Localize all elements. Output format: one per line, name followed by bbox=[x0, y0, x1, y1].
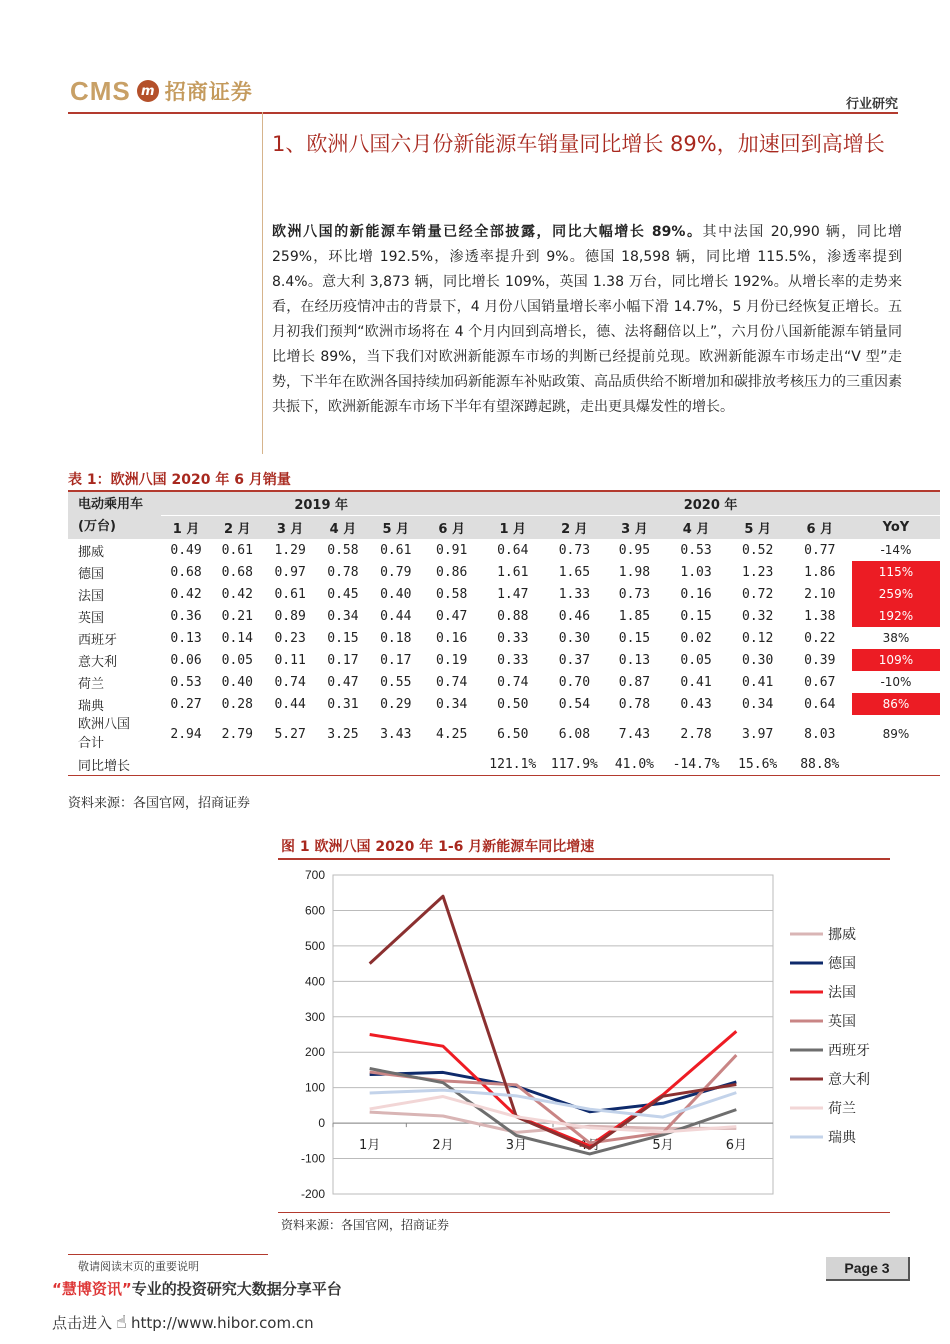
value-2020-cell: 0.33 bbox=[497, 652, 529, 668]
paragraph-lead: 欧洲八国的新能源车销量已经全部披露，同比大幅增长 89%。 bbox=[272, 224, 703, 240]
yoy-cell: 259% bbox=[852, 583, 940, 605]
watermark-line1 bbox=[52, 1278, 342, 1299]
value-2019-cell: 0.42 bbox=[170, 586, 202, 602]
month-2019-1: 1 月 bbox=[161, 516, 211, 540]
month-2020-1: 1 月 bbox=[481, 516, 544, 540]
month-2020-3: 3 月 bbox=[604, 516, 664, 540]
value-2020-cell: 0.78 bbox=[618, 696, 651, 712]
y-tick-label: 700 bbox=[304, 868, 325, 882]
month-2020-6: 6 月 bbox=[788, 516, 852, 540]
value-2020-cell: 0.52 bbox=[742, 542, 774, 558]
value-2019-cell: 0.17 bbox=[380, 652, 412, 668]
value-2020-cell: 0.22 bbox=[804, 630, 836, 646]
figure-source: 资料来源：各国官网，招商证券 bbox=[281, 1218, 450, 1232]
value-2020-cell: 0.02 bbox=[680, 630, 712, 646]
month-2020-5: 5 月 bbox=[728, 516, 788, 540]
total-2020-cell: 2.78 bbox=[680, 726, 712, 742]
growth-cell: 15.6% bbox=[728, 753, 788, 776]
yoy-cell: 115% bbox=[852, 561, 940, 583]
total-2020-cell: 7.43 bbox=[618, 726, 651, 742]
figure-top-rule bbox=[278, 858, 890, 860]
legend-label: 西班牙 bbox=[828, 1043, 870, 1059]
value-2019-cell: 0.40 bbox=[380, 586, 412, 602]
legend-label: 英国 bbox=[828, 1014, 856, 1030]
total-label bbox=[68, 715, 161, 753]
value-2019-cell: 0.15 bbox=[327, 630, 359, 646]
y-tick-label: 0 bbox=[318, 1116, 325, 1131]
month-2019-2: 2 月 bbox=[211, 516, 264, 540]
table-row bbox=[68, 627, 940, 649]
value-2019-cell: 0.34 bbox=[436, 696, 468, 712]
value-2020-cell: 1.03 bbox=[680, 564, 712, 580]
value-2019-cell: 1.29 bbox=[274, 542, 306, 558]
value-2020-cell: 0.30 bbox=[558, 630, 591, 646]
value-2020-cell: 0.15 bbox=[680, 608, 712, 624]
legend-label: 法国 bbox=[828, 985, 856, 1001]
value-2019-cell: 0.47 bbox=[436, 608, 468, 624]
value-2020-cell: 1.38 bbox=[804, 608, 836, 624]
legend-label: 荷兰 bbox=[828, 1101, 856, 1117]
report-category: 行业研究 bbox=[845, 97, 898, 112]
value-2020-cell: 0.43 bbox=[680, 696, 712, 712]
value-2019-cell: 0.68 bbox=[221, 564, 253, 580]
x-tick-label: 2月 bbox=[432, 1138, 454, 1154]
section-title: 1、欧洲八国六月份新能源车销量同比增长 89%，加速回到高增长 bbox=[272, 132, 885, 156]
value-2020-cell: 0.77 bbox=[804, 542, 836, 558]
growth-empty-cell bbox=[161, 753, 211, 776]
value-2019-cell: 0.58 bbox=[327, 542, 359, 558]
growth-cell: 121.1% bbox=[481, 753, 544, 776]
header-divider bbox=[68, 112, 898, 114]
body-paragraph bbox=[272, 220, 902, 420]
sales-table bbox=[68, 490, 940, 776]
sales-table-container bbox=[68, 490, 940, 776]
value-2019-cell: 0.61 bbox=[274, 586, 306, 602]
value-2020-cell: 0.74 bbox=[497, 674, 529, 690]
total-yoy-cell: 89% bbox=[882, 727, 910, 741]
year-2019-header: 2019 年 bbox=[161, 491, 481, 516]
country-cell: 德国 bbox=[78, 566, 105, 582]
margin-divider bbox=[262, 112, 263, 454]
value-2019-cell: 0.13 bbox=[170, 630, 202, 646]
value-2020-cell: 1.47 bbox=[497, 586, 529, 602]
value-2020-cell: 1.98 bbox=[618, 564, 651, 580]
table-row bbox=[68, 539, 940, 561]
value-2020-cell: 0.46 bbox=[558, 608, 591, 624]
value-2019-cell: 0.17 bbox=[327, 652, 359, 668]
value-2020-cell: 2.10 bbox=[804, 586, 836, 602]
value-2020-cell: 0.41 bbox=[742, 674, 774, 690]
pointer-hand-icon: ☝ bbox=[116, 1312, 127, 1333]
month-2019-3: 3 月 bbox=[264, 516, 317, 540]
growth-empty-cell bbox=[422, 753, 481, 776]
value-2020-cell: 0.72 bbox=[742, 586, 774, 602]
year-2020-header: 2020 年 bbox=[481, 491, 940, 516]
watermark-brand: “慧博资讯” bbox=[52, 1280, 132, 1298]
value-2020-cell: 0.87 bbox=[618, 674, 651, 690]
total-2019-cell: 3.25 bbox=[327, 726, 359, 742]
brand-logo bbox=[70, 74, 253, 108]
country-cell: 挪威 bbox=[78, 544, 105, 560]
y-tick-label: 300 bbox=[304, 1009, 325, 1024]
legend-label: 德国 bbox=[828, 956, 856, 972]
yoy-cell: 38% bbox=[882, 631, 910, 645]
value-2020-cell: 0.37 bbox=[558, 652, 591, 668]
value-2019-cell: 0.42 bbox=[221, 586, 253, 602]
value-2019-cell: 0.89 bbox=[274, 608, 306, 624]
month-header-row bbox=[68, 516, 940, 540]
growth-cell: -14.7% bbox=[664, 753, 727, 776]
value-2019-cell: 0.29 bbox=[380, 696, 412, 712]
value-2019-cell: 0.23 bbox=[274, 630, 306, 646]
y-tick-label: 600 bbox=[304, 903, 325, 918]
watermark-url[interactable]: http://www.hibor.com.cn bbox=[130, 1313, 314, 1332]
table-row bbox=[68, 605, 940, 627]
row-header: 电动乘用车(万台) bbox=[68, 491, 161, 539]
x-tick-label: 1月 bbox=[359, 1138, 381, 1154]
total-label-line2: 合计 bbox=[78, 736, 105, 751]
growth-label: 同比增长 bbox=[68, 753, 161, 776]
growth-cell: 117.9% bbox=[544, 753, 604, 776]
month-2019-6: 6 月 bbox=[422, 516, 481, 540]
y-tick-label: -200 bbox=[300, 1187, 325, 1201]
value-2020-cell: 0.95 bbox=[618, 542, 651, 558]
value-2020-cell: 0.16 bbox=[680, 586, 712, 602]
value-2020-cell: 0.73 bbox=[618, 586, 651, 602]
logo-badge-icon: m bbox=[137, 80, 159, 102]
value-2019-cell: 0.78 bbox=[327, 564, 359, 580]
legend-label: 挪威 bbox=[828, 927, 856, 943]
value-2020-cell: 1.85 bbox=[618, 608, 651, 624]
total-row bbox=[68, 715, 940, 753]
value-2020-cell: 0.64 bbox=[804, 696, 836, 712]
month-2020-4: 4 月 bbox=[664, 516, 727, 540]
watermark-line2[interactable] bbox=[52, 1312, 314, 1333]
logo-company-name: 招商证券 bbox=[164, 80, 253, 104]
growth-row bbox=[68, 753, 940, 776]
value-2020-cell: 0.12 bbox=[742, 630, 774, 646]
value-2020-cell: 0.54 bbox=[558, 696, 591, 712]
value-2019-cell: 0.44 bbox=[274, 696, 306, 712]
value-2019-cell: 0.58 bbox=[436, 586, 468, 602]
value-2020-cell: 0.39 bbox=[804, 652, 836, 668]
value-2019-cell: 0.14 bbox=[221, 630, 253, 646]
value-2019-cell: 0.47 bbox=[327, 674, 359, 690]
value-2020-cell: 0.05 bbox=[680, 652, 712, 668]
value-2019-cell: 0.36 bbox=[170, 608, 202, 624]
value-2019-cell: 0.06 bbox=[170, 652, 202, 668]
value-2019-cell: 0.61 bbox=[221, 542, 253, 558]
logo-cms-text: CMS bbox=[70, 75, 131, 106]
value-2019-cell: 0.49 bbox=[170, 542, 202, 558]
month-2019-5: 5 月 bbox=[369, 516, 422, 540]
x-tick-label: 5月 bbox=[652, 1138, 674, 1154]
value-2020-cell: 0.53 bbox=[680, 542, 712, 558]
value-2019-cell: 0.74 bbox=[436, 674, 468, 690]
value-2020-cell: 0.64 bbox=[497, 542, 529, 558]
value-2020-cell: 0.13 bbox=[618, 652, 651, 668]
yoy-line-chart bbox=[278, 861, 890, 1211]
month-2019-4: 4 月 bbox=[317, 516, 370, 540]
value-2019-cell: 0.45 bbox=[327, 586, 359, 602]
value-2020-cell: 0.41 bbox=[680, 674, 712, 690]
total-2020-cell: 6.50 bbox=[497, 726, 529, 742]
value-2020-cell: 1.61 bbox=[497, 564, 529, 580]
growth-empty-cell bbox=[211, 753, 264, 776]
footer-rule bbox=[68, 1254, 268, 1255]
total-2019-cell: 3.43 bbox=[380, 726, 412, 742]
yoy-cell: 86% bbox=[852, 693, 940, 715]
page-number: Page 3 bbox=[826, 1257, 910, 1281]
value-2020-cell: 0.15 bbox=[618, 630, 651, 646]
value-2019-cell: 0.40 bbox=[221, 674, 253, 690]
value-2020-cell: 0.30 bbox=[742, 652, 774, 668]
paragraph-body: 其中法国 20,990 辆，同比增 259%，环比增 192.5%，渗透率提升到 9%。德国 18,598 辆，同比增 115.5%，渗透率提到 8.4%。意大利 3,873 辆，同比增长 109%，英国 1.38 万台，同比增长 192%。从增长率的走势来看，在经历疫情冲击的背景下，4 月份八国销量增长率小幅下滑 14.7%，5 月份已经恢复正增长。五月初我们预判“欧洲市场将在 4 个月内回到高增长，德、法将翻倍以上”，六月份八国新能源车销量同比增长 89%，当下我们对欧洲新能源车市场的判断已经提前兑现。欧洲新能源车市场走出“V 型”走势，下半年在欧洲各国持续加码新能源车补贴政策、高品质供给不断增加和碳排放考核压力的三重因素共振下，欧洲新能源车市场下半年有望深蹲起跳，走出更具爆发性的增长。 bbox=[272, 224, 903, 415]
watermark-enter-link[interactable]: 点击进入 bbox=[52, 1314, 113, 1332]
total-2019-cell: 2.94 bbox=[170, 726, 202, 742]
yoy-cell: -14% bbox=[880, 543, 912, 557]
total-2019-cell: 4.25 bbox=[436, 726, 468, 742]
total-2019-cell: 2.79 bbox=[221, 726, 253, 742]
value-2019-cell: 0.05 bbox=[221, 652, 253, 668]
total-label-line1: 欧洲八国 bbox=[78, 717, 131, 732]
value-2019-cell: 0.86 bbox=[436, 564, 468, 580]
country-cell: 西班牙 bbox=[78, 632, 118, 648]
total-2019-cell: 5.27 bbox=[274, 726, 306, 742]
total-2020-cell: 8.03 bbox=[804, 726, 836, 742]
table-row bbox=[68, 649, 940, 671]
value-2020-cell: 1.23 bbox=[742, 564, 774, 580]
value-2019-cell: 0.11 bbox=[274, 652, 306, 668]
value-2020-cell: 0.34 bbox=[742, 696, 774, 712]
total-2020-cell: 3.97 bbox=[742, 726, 774, 742]
country-cell: 意大利 bbox=[78, 654, 118, 670]
country-cell: 英国 bbox=[78, 610, 105, 626]
value-2019-cell: 0.19 bbox=[436, 652, 468, 668]
value-2020-cell: 0.33 bbox=[497, 630, 529, 646]
country-cell: 法国 bbox=[78, 588, 105, 604]
yoy-header: YoY bbox=[852, 516, 940, 540]
value-2019-cell: 0.16 bbox=[436, 630, 468, 646]
table-body bbox=[68, 539, 940, 776]
value-2019-cell: 0.28 bbox=[221, 696, 253, 712]
value-2019-cell: 0.53 bbox=[170, 674, 202, 690]
country-cell: 瑞典 bbox=[78, 698, 105, 714]
value-2019-cell: 0.31 bbox=[327, 696, 359, 712]
x-tick-label: 3月 bbox=[505, 1138, 527, 1154]
table-source: 资料来源：各国官网，招商证券 bbox=[68, 796, 251, 811]
value-2019-cell: 0.97 bbox=[274, 564, 306, 580]
growth-empty-cell bbox=[317, 753, 370, 776]
value-2019-cell: 0.18 bbox=[380, 630, 412, 646]
y-tick-label: -100 bbox=[300, 1151, 325, 1166]
value-2019-cell: 0.68 bbox=[170, 564, 202, 580]
value-2020-cell: 0.70 bbox=[558, 674, 591, 690]
value-2020-cell: 0.73 bbox=[558, 542, 591, 558]
growth-cell: 41.0% bbox=[604, 753, 664, 776]
footer-note: 敬请阅读末页的重要说明 bbox=[78, 1260, 199, 1273]
y-tick-label: 500 bbox=[304, 938, 325, 953]
value-2020-cell: 0.50 bbox=[497, 696, 529, 712]
total-2020-cell: 6.08 bbox=[558, 726, 591, 742]
value-2020-cell: 1.86 bbox=[804, 564, 836, 580]
x-tick-label: 6月 bbox=[725, 1138, 747, 1154]
value-2019-cell: 0.21 bbox=[221, 608, 253, 624]
value-2020-cell: 1.33 bbox=[558, 586, 591, 602]
table-row bbox=[68, 693, 940, 715]
y-tick-label: 400 bbox=[304, 974, 325, 989]
country-cell: 荷兰 bbox=[78, 676, 105, 692]
value-2020-cell: 0.88 bbox=[497, 608, 529, 624]
table-row bbox=[68, 583, 940, 605]
yoy-cell: 192% bbox=[852, 605, 940, 627]
x-tick-label: 4月 bbox=[579, 1138, 601, 1154]
value-2019-cell: 0.91 bbox=[436, 542, 468, 558]
value-2019-cell: 0.74 bbox=[274, 674, 306, 690]
growth-empty-cell bbox=[264, 753, 317, 776]
growth-empty-cell bbox=[852, 753, 940, 776]
legend-label: 瑞典 bbox=[828, 1130, 856, 1146]
yoy-cell: 109% bbox=[852, 649, 940, 671]
table-row bbox=[68, 561, 940, 583]
yoy-cell: -10% bbox=[880, 675, 912, 689]
y-tick-label: 200 bbox=[304, 1045, 325, 1060]
watermark-slogan: 专业的投资研究大数据分享平台 bbox=[131, 1280, 342, 1298]
value-2020-cell: 0.67 bbox=[804, 674, 836, 690]
figure-title: 图 1 欧洲八国 2020 年 1-6 月新能源车同比增速 bbox=[281, 839, 595, 855]
growth-cell: 88.8% bbox=[788, 753, 852, 776]
figure-bottom-rule bbox=[278, 1212, 890, 1213]
value-2020-cell: 0.32 bbox=[742, 608, 774, 624]
value-2019-cell: 0.79 bbox=[380, 564, 412, 580]
value-2019-cell: 0.27 bbox=[170, 696, 202, 712]
value-2019-cell: 0.44 bbox=[380, 608, 412, 624]
table-title: 表 1：欧洲八国 2020 年 6 月销量 bbox=[68, 472, 291, 488]
value-2020-cell: 1.65 bbox=[558, 564, 591, 580]
y-tick-label: 100 bbox=[304, 1080, 325, 1095]
month-2020-2: 2 月 bbox=[544, 516, 604, 540]
value-2019-cell: 0.34 bbox=[327, 608, 359, 624]
value-2019-cell: 0.61 bbox=[380, 542, 412, 558]
growth-empty-cell bbox=[369, 753, 422, 776]
value-2019-cell: 0.55 bbox=[380, 674, 412, 690]
table-row bbox=[68, 671, 940, 693]
legend-label: 意大利 bbox=[828, 1072, 870, 1088]
